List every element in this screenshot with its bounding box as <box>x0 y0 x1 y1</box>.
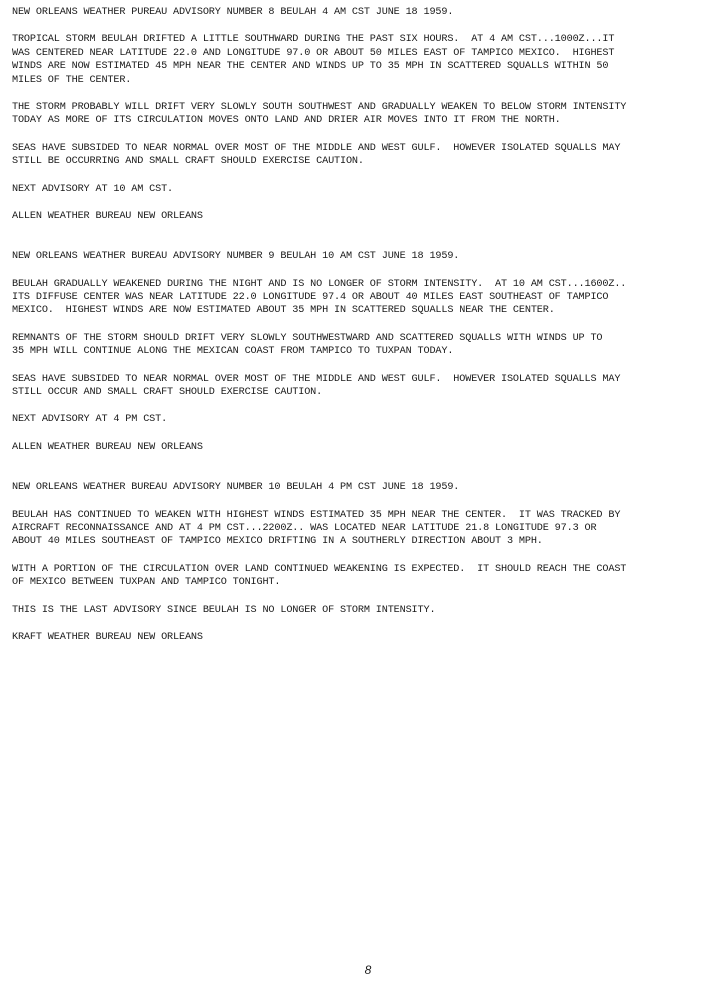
text-line: BEULAH HAS CONTINUED TO WEAKEN WITH HIGHEST WINDS ESTIMATED 35 MPH NEAR THE CENTER. IT WAS TRACKED BY <box>12 509 621 521</box>
text-line: MEXICO. HIGHEST WINDS ARE NOW ESTIMATED ABOUT 35 MPH IN SCATTERED SQUALLS NEAR THE CENTER. <box>12 305 555 317</box>
text-line: TODAY AS MORE OF ITS CIRCULATION MOVES ONTO LAND AND DRIER AIR MOVES INTO IT FROM THE NORTH. <box>12 115 561 127</box>
text-line: MILES OF THE CENTER. <box>12 74 132 86</box>
text-line: BEULAH GRADUALLY WEAKENED DURING THE NIGHT AND IS NO LONGER OF STORM INTENSITY. AT 10 AM CST...1600Z.. <box>12 278 627 290</box>
text-line: ABOUT 40 MILES SOUTHEAST OF TAMPICO MEXICO DRIFTING IN A SOUTHERLY DIRECTION ABOUT 3 MPH. <box>12 536 543 548</box>
signature: ALLEN WEATHER BUREAU NEW ORLEANS <box>12 210 203 222</box>
advisory-paragraph <box>12 278 696 318</box>
next-advisory: NEXT ADVISORY AT 10 AM CST. <box>12 183 174 195</box>
next-advisory: NEXT ADVISORY AT 4 PM CST. <box>12 414 168 426</box>
text-line: WITH A PORTION OF THE CIRCULATION OVER LAND CONTINUED WEAKENING IS EXPECTED. IT SHOULD REACH THE COAST <box>12 563 627 575</box>
advisory-paragraph <box>12 101 696 128</box>
text-line: WINDS ARE NOW ESTIMATED 45 MPH NEAR THE CENTER AND WINDS UP TO 35 MPH IN SCATTERED SQUALLS WITHIN 50 <box>12 61 609 73</box>
text-line: SEAS HAVE SUBSIDED TO NEAR NORMAL OVER MOST OF THE MIDDLE AND WEST GULF. HOWEVER ISOLATED SQUALLS MAY <box>12 142 621 154</box>
advisory-10 <box>12 481 696 644</box>
text-line: WAS CENTERED NEAR LATITUDE 22.0 AND LONGITUDE 97.0 OR ABOUT 50 MILES EAST OF TAMPICO MEXICO. HIGHEST <box>12 47 615 59</box>
advisory-9 <box>12 250 696 454</box>
advisory-8 <box>12 6 696 223</box>
advisory-header: NEW ORLEANS WEATHER BUREAU ADVISORY NUMBER 9 BEULAH 10 AM CST JUNE 18 1959. <box>12 251 460 263</box>
document-page <box>12 6 696 644</box>
text-line: THIS IS THE LAST ADVISORY SINCE BEULAH IS NO LONGER OF STORM INTENSITY. <box>12 604 436 616</box>
advisory-paragraph <box>12 373 696 400</box>
advisory-paragraph <box>12 563 696 590</box>
advisory-header: NEW ORLEANS WEATHER PUREAU ADVISORY NUMBER 8 BEULAH 4 AM CST JUNE 18 1959. <box>12 7 454 18</box>
text-line: REMNANTS OF THE STORM SHOULD DRIFT VERY SLOWLY SOUTHWESTWARD AND SCATTERED SQUALLS WITH WINDS UP TO <box>12 332 603 344</box>
text-line: STILL BE OCCURRING AND SMALL CRAFT SHOULD EXERCISE CAUTION. <box>12 156 364 168</box>
text-line: ITS DIFFUSE CENTER WAS NEAR LATITUDE 22.0 LONGITUDE 97.4 OR ABOUT 40 MILES EAST SOUTHEAST OF TAMPICO <box>12 292 609 304</box>
text-line: OF MEXICO BETWEEN TUXPAN AND TAMPICO TONIGHT. <box>12 577 281 589</box>
signature: ALLEN WEATHER BUREAU NEW ORLEANS <box>12 441 203 453</box>
text-line: THE STORM PROBABLY WILL DRIFT VERY SLOWLY SOUTH SOUTHWEST AND GRADUALLY WEAKEN TO BELOW STORM INTENSITY <box>12 101 627 113</box>
text-line: SEAS HAVE SUBSIDED TO NEAR NORMAL OVER MOST OF THE MIDDLE AND WEST GULF. HOWEVER ISOLATED SQUALLS MAY <box>12 373 621 385</box>
text-line: 35 MPH WILL CONTINUE ALONG THE MEXICAN COAST FROM TAMPICO TO TUXPAN TODAY. <box>12 346 454 358</box>
text-line: TROPICAL STORM BEULAH DRIFTED A LITTLE SOUTHWARD DURING THE PAST SIX HOURS. AT 4 AM CST...1000Z...IT <box>12 34 615 46</box>
text-line: STILL OCCUR AND SMALL CRAFT SHOULD EXERCISE CAUTION. <box>12 387 323 399</box>
advisory-paragraph <box>12 604 696 617</box>
page-number: 8 <box>364 963 372 977</box>
text-line: AIRCRAFT RECONNAISSANCE AND AT 4 PM CST...2200Z.. WAS LOCATED NEAR LATITUDE 21.8 LONGITUDE 97.3 OR <box>12 522 597 534</box>
advisory-header: NEW ORLEANS WEATHER BUREAU ADVISORY NUMBER 10 BEULAH 4 PM CST JUNE 18 1959. <box>12 482 460 494</box>
advisory-paragraph <box>12 332 696 359</box>
advisory-paragraph <box>12 33 696 87</box>
advisory-paragraph <box>12 509 696 549</box>
advisory-paragraph <box>12 142 696 169</box>
signature: KRAFT WEATHER BUREAU NEW ORLEANS <box>12 631 203 643</box>
